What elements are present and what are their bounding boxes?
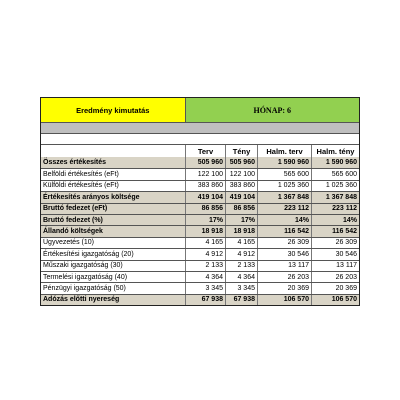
value-cell-halm-teny[interactable]: 116 542 [311, 226, 359, 236]
value-cell-halm-teny[interactable]: 565 600 [311, 169, 359, 179]
row-label-cell[interactable]: Állandó költségek [41, 226, 185, 236]
value-cell-halm-terv[interactable]: 30 546 [257, 249, 311, 259]
row-label-cell[interactable]: Értékesítési igazgatóság (20) [43, 250, 134, 258]
value-cell-halm-teny[interactable]: 1 590 960 [311, 157, 359, 168]
value-cell-halm-terv[interactable]: 26 309 [257, 238, 311, 248]
value-cell-halm-teny[interactable]: 13 117 [311, 261, 359, 271]
report-title[interactable]: Eredmény kimutatás [41, 98, 185, 122]
table-body [41, 157, 359, 305]
value-cell-halm-teny[interactable]: 1 367 848 [311, 192, 359, 202]
value-cell-halm-terv[interactable]: 1 590 960 [257, 157, 311, 168]
header-blank-cell[interactable] [41, 145, 185, 157]
row-label-cell[interactable]: Pénzügyi igazgatóság (50) [43, 284, 126, 292]
value-cell-terv[interactable]: 4 165 [185, 238, 225, 248]
blank-row [41, 133, 359, 144]
value-cell-teny[interactable]: 505 960 [225, 157, 257, 168]
column-header-row [41, 144, 359, 157]
table-row [41, 260, 359, 271]
value-cell-halm-terv[interactable]: 116 542 [257, 226, 311, 236]
value-cell-teny[interactable]: 122 100 [225, 169, 257, 179]
value-cell-teny[interactable]: 383 860 [225, 181, 257, 191]
value-cell-terv[interactable]: 17% [185, 215, 225, 225]
value-cell-terv[interactable]: 505 960 [185, 157, 225, 168]
row-label-cell[interactable]: Adózás előtti nyereség [41, 295, 185, 305]
value-cell-terv[interactable]: 2 133 [185, 261, 225, 271]
row-label-cell[interactable]: Bruttó fedezet (eFt) [41, 204, 185, 214]
row-label-cell[interactable]: Termelési igazgatóság (40) [43, 273, 128, 281]
value-cell-teny[interactable]: 86 856 [225, 204, 257, 214]
spreadsheet-table [40, 97, 360, 306]
value-cell-halm-terv[interactable]: 26 203 [257, 272, 311, 282]
table-row [41, 203, 359, 214]
value-cell-terv[interactable]: 86 856 [185, 204, 225, 214]
table-row [41, 180, 359, 191]
value-cell-halm-terv[interactable]: 14% [257, 215, 311, 225]
value-cell-terv[interactable]: 3 345 [185, 283, 225, 293]
value-cell-halm-teny[interactable]: 26 203 [311, 272, 359, 282]
value-cell-halm-teny[interactable]: 26 309 [311, 238, 359, 248]
value-cell-halm-terv[interactable]: 223 112 [257, 204, 311, 214]
value-cell-teny[interactable]: 419 104 [225, 192, 257, 202]
table-row [41, 294, 359, 305]
table-row [41, 214, 359, 225]
month-label[interactable]: HÓNAP: 6 [185, 98, 359, 122]
value-cell-halm-teny[interactable]: 106 570 [311, 295, 359, 305]
table-row [41, 237, 359, 248]
value-cell-terv[interactable]: 4 912 [185, 249, 225, 259]
row-label-cell[interactable]: Műszaki igazgatóság (30) [43, 262, 123, 270]
value-cell-halm-terv[interactable]: 106 570 [257, 295, 311, 305]
table-row [41, 282, 359, 293]
row-label-cell[interactable]: Értékesítés arányos költsége [41, 192, 185, 202]
value-cell-terv[interactable]: 419 104 [185, 192, 225, 202]
table-row [41, 248, 359, 259]
header-halm-terv[interactable]: Halm. terv [257, 145, 311, 157]
row-label-cell[interactable]: Összes értékesítés [41, 157, 185, 168]
value-cell-terv[interactable]: 383 860 [185, 181, 225, 191]
header-halm-teny[interactable]: Halm. tény [311, 145, 359, 157]
value-cell-terv[interactable]: 18 918 [185, 226, 225, 236]
title-row [41, 98, 359, 122]
table-row [41, 225, 359, 236]
value-cell-halm-teny[interactable]: 223 112 [311, 204, 359, 214]
row-label-cell[interactable]: Bruttó fedezet (%) [41, 215, 185, 225]
table-row [41, 157, 359, 168]
table-row [41, 168, 359, 179]
header-terv[interactable]: Terv [185, 145, 225, 157]
value-cell-terv[interactable]: 4 364 [185, 272, 225, 282]
value-cell-teny[interactable]: 4 912 [225, 249, 257, 259]
spacer-row [41, 122, 359, 133]
header-teny[interactable]: Tény [225, 145, 257, 157]
row-label-cell[interactable]: Külföldi értékesítés (eFt) [43, 182, 119, 190]
value-cell-teny[interactable]: 4 364 [225, 272, 257, 282]
value-cell-halm-terv[interactable]: 1 367 848 [257, 192, 311, 202]
value-cell-halm-teny[interactable]: 20 369 [311, 283, 359, 293]
value-cell-teny[interactable]: 2 133 [225, 261, 257, 271]
value-cell-halm-terv[interactable]: 565 600 [257, 169, 311, 179]
value-cell-halm-teny[interactable]: 1 025 360 [311, 181, 359, 191]
value-cell-halm-teny[interactable]: 30 546 [311, 249, 359, 259]
value-cell-teny[interactable]: 17% [225, 215, 257, 225]
value-cell-halm-teny[interactable]: 14% [311, 215, 359, 225]
value-cell-teny[interactable]: 4 165 [225, 238, 257, 248]
value-cell-terv[interactable]: 67 938 [185, 295, 225, 305]
value-cell-halm-terv[interactable]: 20 369 [257, 283, 311, 293]
value-cell-teny[interactable]: 67 938 [225, 295, 257, 305]
table-row [41, 191, 359, 202]
row-label-cell[interactable]: Ügyvezetés (10) [43, 239, 94, 247]
value-cell-terv[interactable]: 122 100 [185, 169, 225, 179]
value-cell-teny[interactable]: 3 345 [225, 283, 257, 293]
row-label-cell[interactable]: Belföldi értékesítés (eFt) [43, 171, 119, 179]
value-cell-halm-terv[interactable]: 1 025 360 [257, 181, 311, 191]
value-cell-halm-terv[interactable]: 13 117 [257, 261, 311, 271]
value-cell-teny[interactable]: 18 918 [225, 226, 257, 236]
table-row [41, 271, 359, 282]
